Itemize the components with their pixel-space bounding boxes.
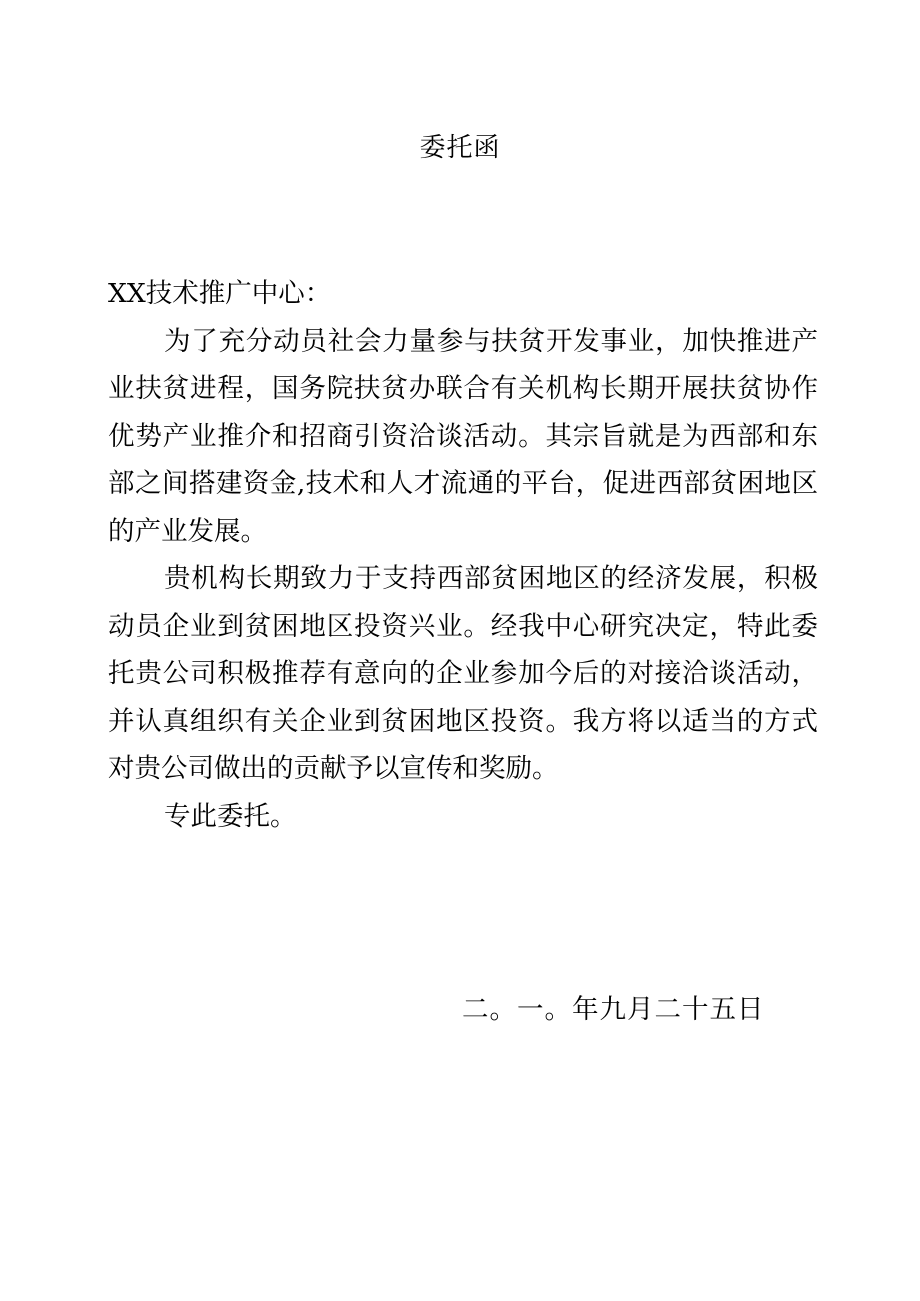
salutation-recipient-prefix: XX <box>108 278 146 309</box>
paragraph-closing: 专此委托。 <box>164 800 297 832</box>
salutation <box>108 270 818 318</box>
document-title: 委托函 <box>419 133 501 163</box>
paragraph-2: 贵机构长期致力于支持西部贫困地区的经济发展，积极动员企业到贫困地区投资兴业。经我中心研究决定，特此委托贵公司积极推荐有意向的企业参加今后的对接洽谈活动，并认真组织有关企业到贫困地区投资。我方将以适当的方式对贵公司做出的贡献予以宣传和奖励。 <box>108 563 818 784</box>
letter-body <box>108 270 818 840</box>
salutation-recipient: 技术推广中心： <box>145 278 332 309</box>
paragraph-1: 为了充分动员社会力量参与扶贫开发事业，加快推进产业扶贫进程，国务院扶贫办联合有关机构长期开展扶贫协作优势产业推介和招商引资洽谈活动。其宗旨就是为西部和东部之间搭建资金,技术和人才流通的平台，促进西部贫困地区的产业发展。 <box>108 325 818 547</box>
document-date: 二。一。年九月二十五日 <box>462 994 765 1025</box>
